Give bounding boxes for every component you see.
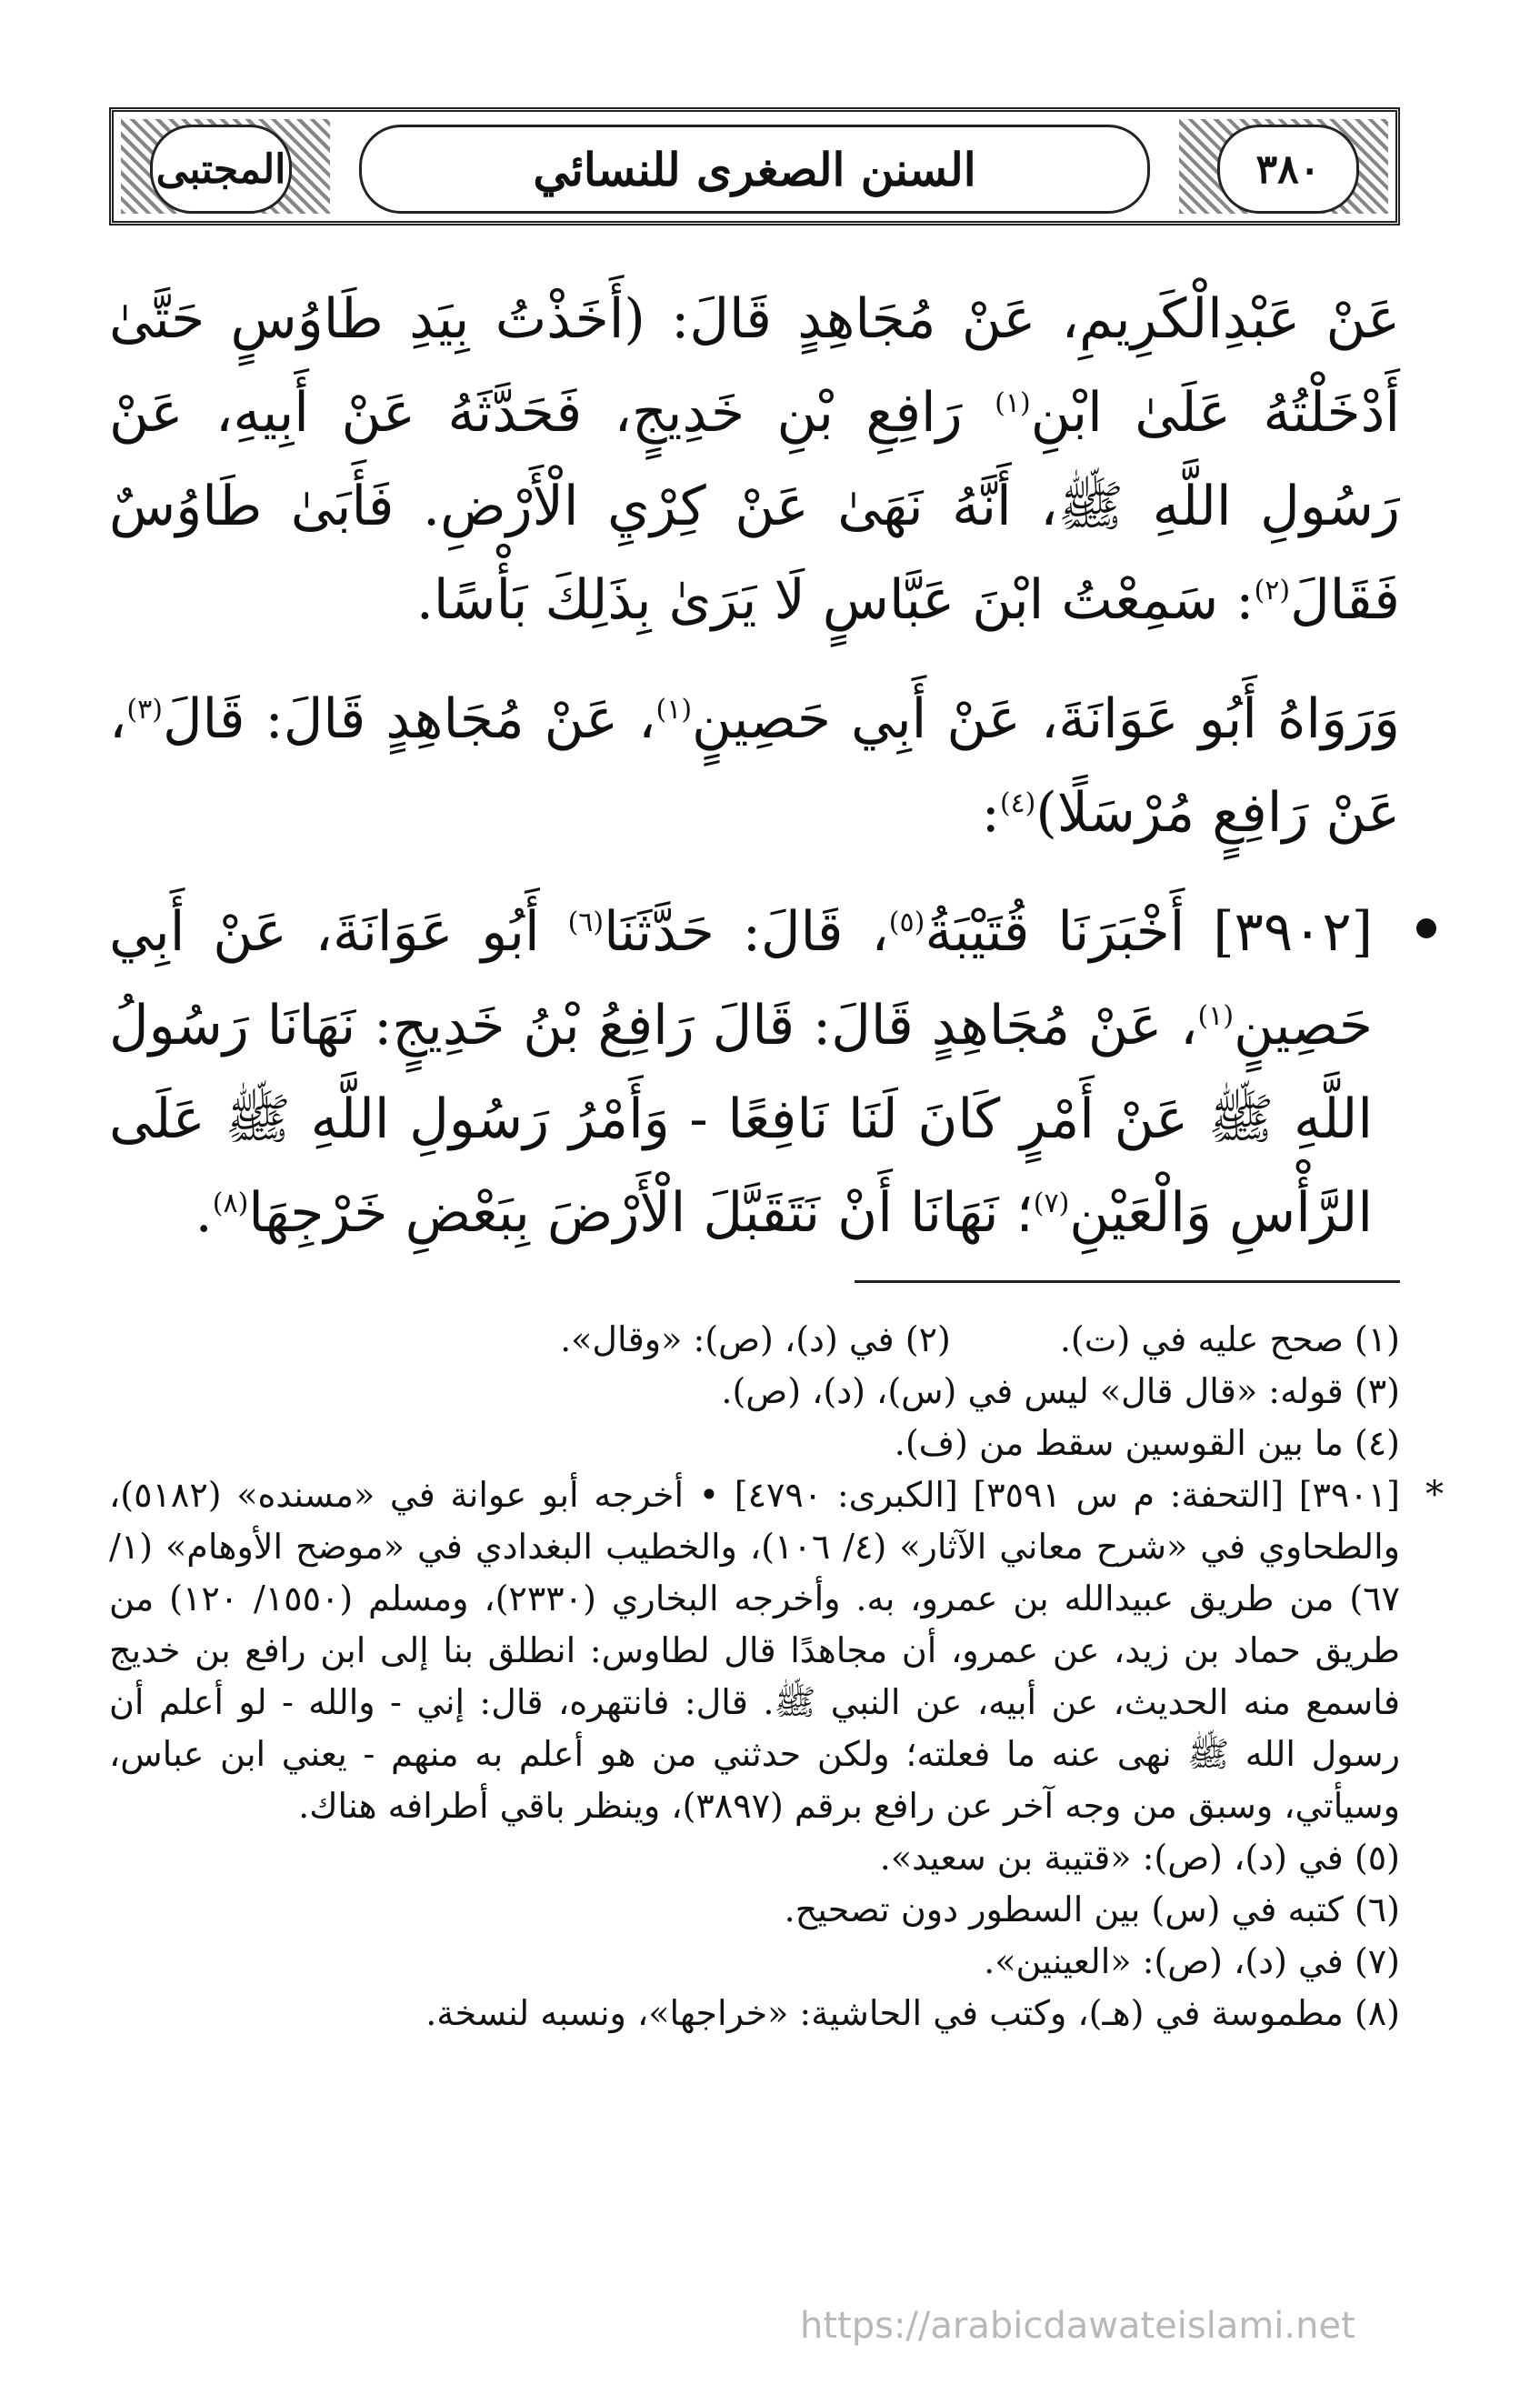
asterisk-icon: * [1425,1474,1444,1516]
footnote-4: (٤) ما بين القوسين سقط من (ف). [894,1423,1400,1463]
footnote-7: (٧) في (د)، (ص): «العينين». [984,1941,1400,1981]
paragraph-1: عَنْ عَبْدِالْكَرِيمِ، عَنْ مُجَاهِدٍ قَالَ: (أَخَذْتُ بِيَدِ طَاوُسٍ حَتَّىٰ أَدْخَلْتُهُ عَلَىٰ ابْنِ$^{(١)}$ رَافِعِ بْنِ خَدِيجٍ، فَحَدَّثَهُ عَنْ أَبِيهِ، عَنْ رَسُولِ اللَّهِ ﷺ، أَنَّهُ نَهَىٰ عَنْ كِرْيِ الْأَرْضِ. فَأَبَىٰ طَاوُسٌ فَقَالَ$^{(٢)}$: سَمِعْتُ ابْنَ عَبَّاسٍ لَا يَرَىٰ بِذَلِكَ بَأْسًا. [109,287,1401,632]
footnote-divider [855,1280,1400,1283]
page-header [109,107,1400,225]
footnote-ref: (٧) [1033,1187,1070,1219]
hadith-number: [٣٩٠٢] [1213,900,1373,964]
book-title: السنن الصغرى للنسائي [359,125,1150,214]
footnote-5: (٥) في (د)، (ص): «قتيبة بن سعيد». [879,1838,1400,1878]
footnote-6: (٦) كتبه في (س) بين السطور دون تصحيح. [784,1889,1400,1929]
paragraph-2: وَرَوَاهُ أَبُو عَوَانَةَ، عَنْ أَبِي حَصِينٍ$^{(١)}$، عَنْ مُجَاهِدٍ قَالَ: قَالَ$^{(٣)}$، عَنْ رَافِعٍ مُرْسَلًا)$^{(٤)}$: [109,687,1400,845]
watermark: https://arabicdawateislami.net [800,2305,1355,2347]
footnote-3: (٣) قوله: «قال قال» ليس في (س)، (د)، (ص). [721,1371,1400,1411]
footnote-ref: (٨) [212,1187,249,1219]
footnote-row [109,1314,1400,1366]
footnote-ref: (٦) [567,907,605,938]
footnote-ref: (١) [995,387,1031,419]
hadith-3902: [٣٩٠٢] أَخْبَرَنَا قُتَيْبَةُ$^{(٥)}$، قَالَ: حَدَّثَنَا$^{(٦)}$ أَبُو عَوَانَةَ، عَنْ أَبِي حَصِينٍ$^{(١)}$، عَنْ مُجَاهِدٍ قَالَ: قَالَ رَافِعُ بْنُ خَدِيجٍ: نَهَانَا رَسُولُ اللَّهِ ﷺ عَنْ أَمْرٍ كَانَ لَنَا نَافِعًا - وَأَمْرُ رَسُولِ اللَّهِ ﷺ عَلَى الرَّأْسِ وَالْعَيْنِ$^{(٧)}$؛ نَهَانَا أَنْ نَتَقَبَّلَ الْأَرْضَ بِبَعْضِ خَرْجِهَا$^{(٨)}$. [109,886,1400,1260]
footnote-ref: (٥) [888,907,925,938]
footnote-ref: (٢) [1254,575,1291,606]
footnote-ref: (٣) [126,694,163,726]
footnote-ref: (١) [655,694,693,726]
footnotes [109,1314,1444,2039]
footnote-8: (٨) مطموسة في (هـ)، وكتب في الحاشية: «خراجها»، ونسبه لنسخة. [425,1993,1400,2033]
bullet-icon [1416,918,1436,938]
page-number: ٣٨٠ [1217,125,1359,214]
header-emblem: المجتبى [150,125,292,214]
footnote-1: (١) صحح عليه في (ت). [1059,1319,1400,1359]
footnote-ref: (١) [1197,1000,1235,1032]
footnote-2: (٢) في (د)، (ص): «وقال». [560,1319,951,1359]
main-text [109,273,1400,1286]
footnote-ref: (٤) [999,787,1036,819]
takhrij-3901: * [٣٩٠١] [التحفة: م س ٣٥٩١] [الكبرى: ٤٧٩٠] • أخرجه أبو عوانة في «مسنده» (٥١٨٢)، والطحاوي في «شرح معاني الآثار» (٤/ ١٠٦)، والخطيب البغدادي في «موضح الأوهام» (١/ ٦٧) من طريق عبيدالله بن عمرو، به. وأخرجه البخاري (٢٣٣٠)، ومسلم (١٥٥٠/ ١٢٠) من طريق حماد بن زيد، عن عمرو، أن مجاهدًا قال لطاوس: انطلق بنا إلى ابن رافع بن خديج فاسمع منه الحديث، عن أبيه، عن النبي ﷺ. قال: فانتهره، قال: إني - والله - لو أعلم أن رسول الله ﷺ نهى عنه ما فعلته؛ ولكن حدثني من هو أعلم به منهم - يعني ابن عباس، وسيأتي، وسبق من وجه آخر عن رافع برقم (٣٨٩٧)، وينظر باقي أطرافه هناك. [109,1469,1400,1832]
